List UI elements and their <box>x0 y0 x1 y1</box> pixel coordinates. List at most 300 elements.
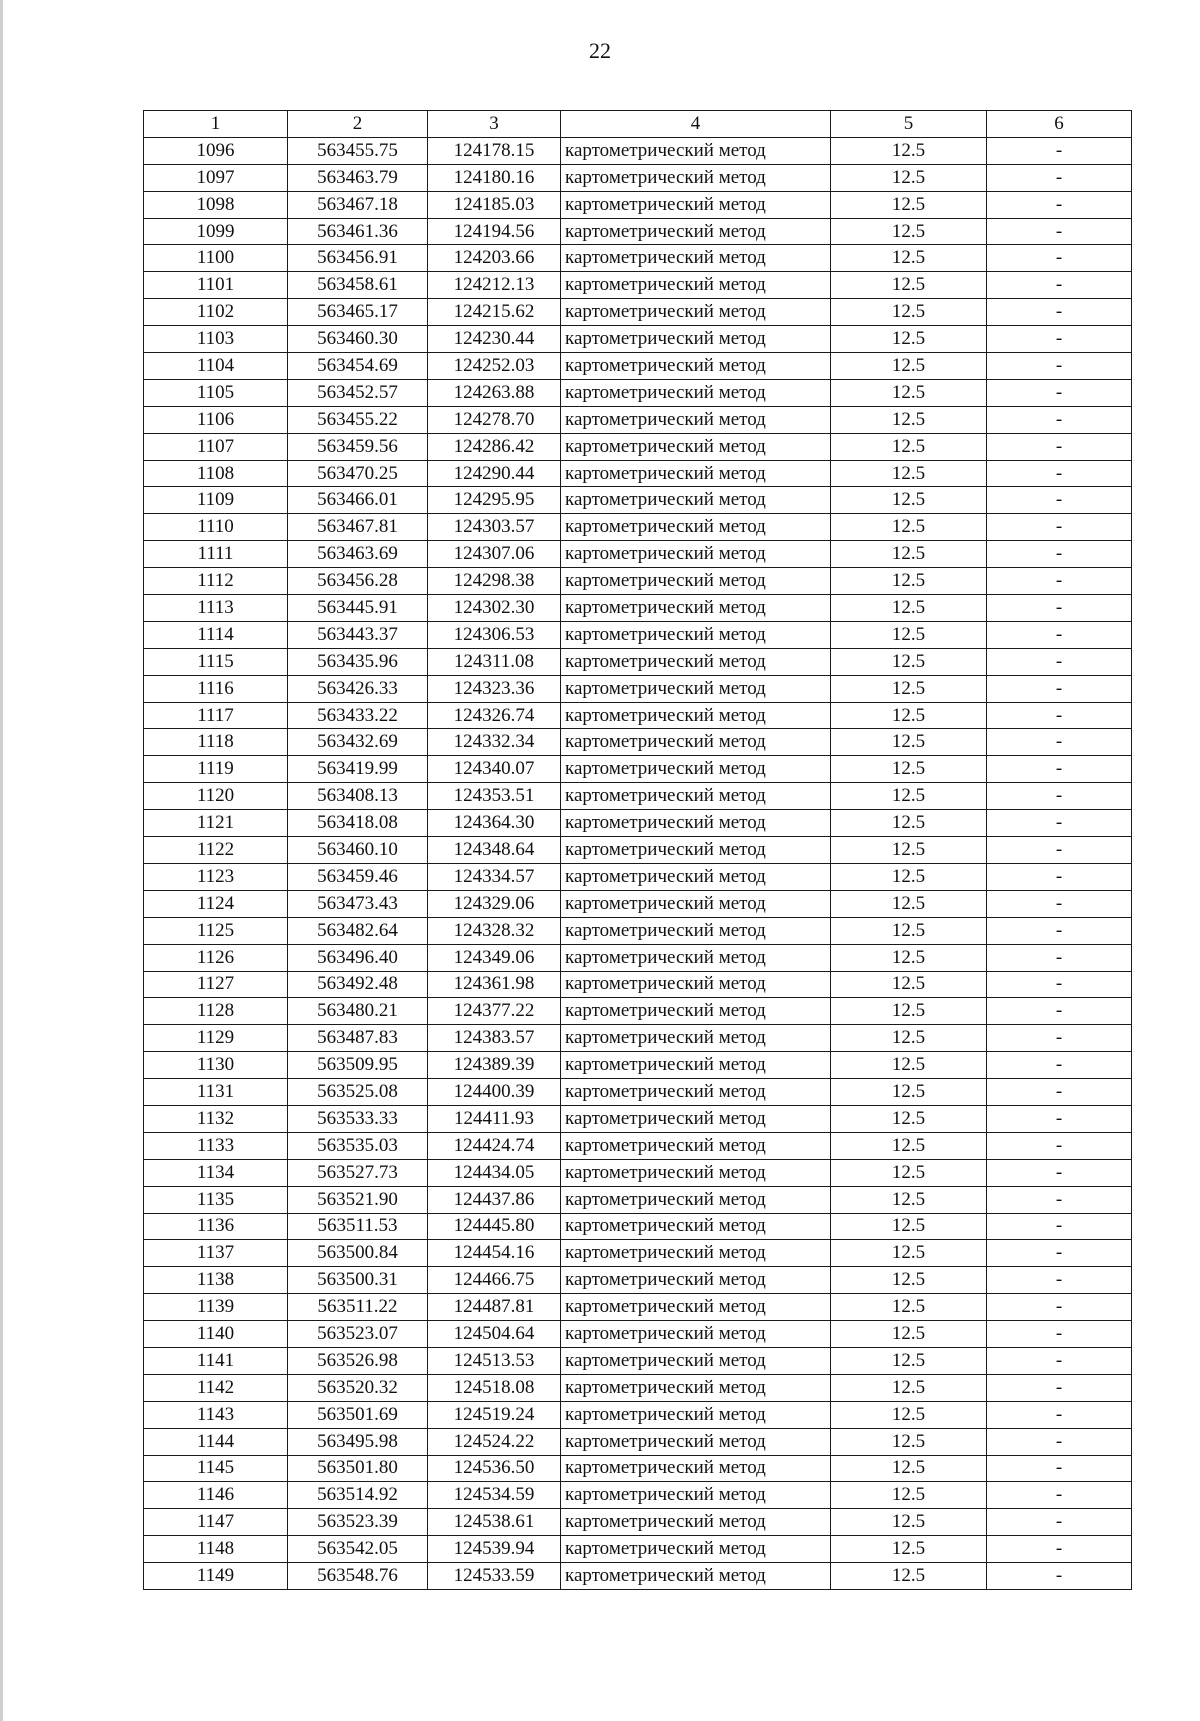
method-cell: картометрический метод <box>561 756 831 783</box>
table-row <box>144 1321 1132 1348</box>
point-number-cell: 1125 <box>144 917 288 944</box>
note-cell: - <box>987 1455 1132 1482</box>
accuracy-cell: 12.5 <box>831 917 987 944</box>
table-row <box>144 1428 1132 1455</box>
note-cell: - <box>987 379 1132 406</box>
table-row <box>144 137 1132 164</box>
y-coordinate-cell: 124434.05 <box>428 1159 561 1186</box>
table-row <box>144 863 1132 890</box>
x-coordinate-cell: 563526.98 <box>288 1347 428 1374</box>
table-row <box>144 245 1132 272</box>
table-row <box>144 487 1132 514</box>
point-number-cell: 1143 <box>144 1401 288 1428</box>
accuracy-cell: 12.5 <box>831 1240 987 1267</box>
point-number-cell: 1102 <box>144 299 288 326</box>
table-row <box>144 191 1132 218</box>
x-coordinate-cell: 563523.39 <box>288 1509 428 1536</box>
accuracy-cell: 12.5 <box>831 568 987 595</box>
method-cell: картометрический метод <box>561 1455 831 1482</box>
y-coordinate-cell: 124278.70 <box>428 406 561 433</box>
x-coordinate-cell: 563548.76 <box>288 1563 428 1590</box>
point-number-cell: 1099 <box>144 218 288 245</box>
note-cell: - <box>987 1267 1132 1294</box>
page-number: 22 <box>589 38 611 63</box>
y-coordinate-cell: 124424.74 <box>428 1132 561 1159</box>
y-coordinate-cell: 124329.06 <box>428 890 561 917</box>
point-number-cell: 1107 <box>144 433 288 460</box>
table-row <box>144 729 1132 756</box>
accuracy-cell: 12.5 <box>831 1482 987 1509</box>
note-cell: - <box>987 460 1132 487</box>
accuracy-cell: 12.5 <box>831 1563 987 1590</box>
table-row <box>144 890 1132 917</box>
x-coordinate-cell: 563520.32 <box>288 1374 428 1401</box>
x-coordinate-cell: 563465.17 <box>288 299 428 326</box>
point-number-cell: 1116 <box>144 675 288 702</box>
y-coordinate-cell: 124286.42 <box>428 433 561 460</box>
table-row <box>144 1267 1132 1294</box>
point-number-cell: 1104 <box>144 353 288 380</box>
note-cell: - <box>987 863 1132 890</box>
x-coordinate-cell: 563432.69 <box>288 729 428 756</box>
y-coordinate-cell: 124263.88 <box>428 379 561 406</box>
note-cell: - <box>987 1347 1132 1374</box>
y-coordinate-cell: 124334.57 <box>428 863 561 890</box>
y-coordinate-cell: 124306.53 <box>428 621 561 648</box>
point-number-cell: 1145 <box>144 1455 288 1482</box>
note-cell: - <box>987 756 1132 783</box>
accuracy-cell: 12.5 <box>831 245 987 272</box>
method-cell: картометрический метод <box>561 1213 831 1240</box>
note-cell: - <box>987 1294 1132 1321</box>
point-number-cell: 1103 <box>144 326 288 353</box>
table-row <box>144 326 1132 353</box>
note-cell: - <box>987 837 1132 864</box>
note-cell: - <box>987 514 1132 541</box>
table-row <box>144 1455 1132 1482</box>
y-coordinate-cell: 124519.24 <box>428 1401 561 1428</box>
method-cell: картометрический метод <box>561 1079 831 1106</box>
table-row <box>144 272 1132 299</box>
table-row <box>144 998 1132 1025</box>
note-cell: - <box>987 783 1132 810</box>
x-coordinate-cell: 563500.84 <box>288 1240 428 1267</box>
accuracy-cell: 12.5 <box>831 541 987 568</box>
column-header-5: 5 <box>831 111 987 138</box>
scan-edge <box>0 0 3 1721</box>
accuracy-cell: 12.5 <box>831 1401 987 1428</box>
note-cell: - <box>987 326 1132 353</box>
note-cell: - <box>987 1132 1132 1159</box>
x-coordinate-cell: 563408.13 <box>288 783 428 810</box>
accuracy-cell: 12.5 <box>831 783 987 810</box>
method-cell: картометрический метод <box>561 326 831 353</box>
point-number-cell: 1100 <box>144 245 288 272</box>
method-cell: картометрический метод <box>561 272 831 299</box>
point-number-cell: 1112 <box>144 568 288 595</box>
point-number-cell: 1123 <box>144 863 288 890</box>
method-cell: картометрический метод <box>561 433 831 460</box>
x-coordinate-cell: 563455.75 <box>288 137 428 164</box>
note-cell: - <box>987 648 1132 675</box>
accuracy-cell: 12.5 <box>831 514 987 541</box>
x-coordinate-cell: 563473.43 <box>288 890 428 917</box>
accuracy-cell: 12.5 <box>831 729 987 756</box>
column-header-4: 4 <box>561 111 831 138</box>
x-coordinate-cell: 563461.36 <box>288 218 428 245</box>
note-cell: - <box>987 1159 1132 1186</box>
accuracy-cell: 12.5 <box>831 326 987 353</box>
note-cell: - <box>987 810 1132 837</box>
note-cell: - <box>987 191 1132 218</box>
x-coordinate-cell: 563500.31 <box>288 1267 428 1294</box>
x-coordinate-cell: 563452.57 <box>288 379 428 406</box>
y-coordinate-cell: 124323.36 <box>428 675 561 702</box>
table-row <box>144 971 1132 998</box>
y-coordinate-cell: 124194.56 <box>428 218 561 245</box>
y-coordinate-cell: 124518.08 <box>428 1374 561 1401</box>
x-coordinate-cell: 563459.46 <box>288 863 428 890</box>
note-cell: - <box>987 1025 1132 1052</box>
accuracy-cell: 12.5 <box>831 299 987 326</box>
point-number-cell: 1141 <box>144 1347 288 1374</box>
accuracy-cell: 12.5 <box>831 1159 987 1186</box>
accuracy-cell: 12.5 <box>831 1267 987 1294</box>
x-coordinate-cell: 563443.37 <box>288 621 428 648</box>
note-cell: - <box>987 702 1132 729</box>
x-coordinate-cell: 563501.80 <box>288 1455 428 1482</box>
y-coordinate-cell: 124307.06 <box>428 541 561 568</box>
point-number-cell: 1127 <box>144 971 288 998</box>
y-coordinate-cell: 124533.59 <box>428 1563 561 1590</box>
x-coordinate-cell: 563521.90 <box>288 1186 428 1213</box>
point-number-cell: 1109 <box>144 487 288 514</box>
accuracy-cell: 12.5 <box>831 1079 987 1106</box>
accuracy-cell: 12.5 <box>831 353 987 380</box>
table-row <box>144 675 1132 702</box>
accuracy-cell: 12.5 <box>831 810 987 837</box>
method-cell: картометрический метод <box>561 487 831 514</box>
y-coordinate-cell: 124445.80 <box>428 1213 561 1240</box>
accuracy-cell: 12.5 <box>831 1132 987 1159</box>
accuracy-cell: 12.5 <box>831 218 987 245</box>
x-coordinate-cell: 563467.81 <box>288 514 428 541</box>
note-cell: - <box>987 164 1132 191</box>
x-coordinate-cell: 563466.01 <box>288 487 428 514</box>
note-cell: - <box>987 433 1132 460</box>
accuracy-cell: 12.5 <box>831 272 987 299</box>
accuracy-cell: 12.5 <box>831 1374 987 1401</box>
y-coordinate-cell: 124454.16 <box>428 1240 561 1267</box>
accuracy-cell: 12.5 <box>831 406 987 433</box>
note-cell: - <box>987 299 1132 326</box>
point-number-cell: 1105 <box>144 379 288 406</box>
point-number-cell: 1101 <box>144 272 288 299</box>
x-coordinate-cell: 563419.99 <box>288 756 428 783</box>
y-coordinate-cell: 124400.39 <box>428 1079 561 1106</box>
method-cell: картометрический метод <box>561 406 831 433</box>
x-coordinate-cell: 563445.91 <box>288 595 428 622</box>
note-cell: - <box>987 218 1132 245</box>
y-coordinate-cell: 124180.16 <box>428 164 561 191</box>
point-number-cell: 1137 <box>144 1240 288 1267</box>
point-number-cell: 1106 <box>144 406 288 433</box>
x-coordinate-cell: 563511.22 <box>288 1294 428 1321</box>
table-row <box>144 1347 1132 1374</box>
point-number-cell: 1124 <box>144 890 288 917</box>
table-row <box>144 621 1132 648</box>
x-coordinate-cell: 563435.96 <box>288 648 428 675</box>
y-coordinate-cell: 124332.34 <box>428 729 561 756</box>
column-header-1: 1 <box>144 111 288 138</box>
table-row <box>144 944 1132 971</box>
accuracy-cell: 12.5 <box>831 756 987 783</box>
point-number-cell: 1098 <box>144 191 288 218</box>
note-cell: - <box>987 1428 1132 1455</box>
method-cell: картометрический метод <box>561 863 831 890</box>
method-cell: картометрический метод <box>561 1347 831 1374</box>
table-row <box>144 1186 1132 1213</box>
x-coordinate-cell: 563495.98 <box>288 1428 428 1455</box>
x-coordinate-cell: 563458.61 <box>288 272 428 299</box>
point-number-cell: 1135 <box>144 1186 288 1213</box>
method-cell: картометрический метод <box>561 1374 831 1401</box>
y-coordinate-cell: 124383.57 <box>428 1025 561 1052</box>
table-row <box>144 1536 1132 1563</box>
point-number-cell: 1130 <box>144 1052 288 1079</box>
table-row <box>144 1079 1132 1106</box>
method-cell: картометрический метод <box>561 164 831 191</box>
table-row <box>144 1105 1132 1132</box>
table-row <box>144 568 1132 595</box>
y-coordinate-cell: 124298.38 <box>428 568 561 595</box>
x-coordinate-cell: 563482.64 <box>288 917 428 944</box>
method-cell: картометрический метод <box>561 595 831 622</box>
method-cell: картометрический метод <box>561 675 831 702</box>
table-row <box>144 756 1132 783</box>
x-coordinate-cell: 563523.07 <box>288 1321 428 1348</box>
note-cell: - <box>987 245 1132 272</box>
table-row <box>144 1240 1132 1267</box>
method-cell: картометрический метод <box>561 1159 831 1186</box>
table-row <box>144 514 1132 541</box>
y-coordinate-cell: 124504.64 <box>428 1321 561 1348</box>
column-header-3: 3 <box>428 111 561 138</box>
x-coordinate-cell: 563514.92 <box>288 1482 428 1509</box>
accuracy-cell: 12.5 <box>831 1105 987 1132</box>
point-number-cell: 1147 <box>144 1509 288 1536</box>
y-coordinate-cell: 124411.93 <box>428 1105 561 1132</box>
note-cell: - <box>987 1374 1132 1401</box>
point-number-cell: 1126 <box>144 944 288 971</box>
y-coordinate-cell: 124364.30 <box>428 810 561 837</box>
method-cell: картометрический метод <box>561 729 831 756</box>
table-row <box>144 433 1132 460</box>
y-coordinate-cell: 124361.98 <box>428 971 561 998</box>
accuracy-cell: 12.5 <box>831 487 987 514</box>
table-row <box>144 783 1132 810</box>
point-number-cell: 1133 <box>144 1132 288 1159</box>
method-cell: картометрический метод <box>561 1186 831 1213</box>
method-cell: картометрический метод <box>561 379 831 406</box>
y-coordinate-cell: 124302.30 <box>428 595 561 622</box>
accuracy-cell: 12.5 <box>831 702 987 729</box>
table-row <box>144 1159 1132 1186</box>
note-cell: - <box>987 272 1132 299</box>
method-cell: картометрический метод <box>561 648 831 675</box>
table-row <box>144 1482 1132 1509</box>
y-coordinate-cell: 124203.66 <box>428 245 561 272</box>
y-coordinate-cell: 124538.61 <box>428 1509 561 1536</box>
note-cell: - <box>987 1401 1132 1428</box>
note-cell: - <box>987 971 1132 998</box>
method-cell: картометрический метод <box>561 1321 831 1348</box>
note-cell: - <box>987 1321 1132 1348</box>
method-cell: картометрический метод <box>561 917 831 944</box>
note-cell: - <box>987 353 1132 380</box>
method-cell: картометрический метод <box>561 1294 831 1321</box>
x-coordinate-cell: 563460.30 <box>288 326 428 353</box>
x-coordinate-cell: 563459.56 <box>288 433 428 460</box>
method-cell: картометрический метод <box>561 1240 831 1267</box>
method-cell: картометрический метод <box>561 998 831 1025</box>
y-coordinate-cell: 124513.53 <box>428 1347 561 1374</box>
method-cell: картометрический метод <box>561 971 831 998</box>
y-coordinate-cell: 124536.50 <box>428 1455 561 1482</box>
point-number-cell: 1121 <box>144 810 288 837</box>
table-row <box>144 810 1132 837</box>
y-coordinate-cell: 124212.13 <box>428 272 561 299</box>
point-number-cell: 1128 <box>144 998 288 1025</box>
point-number-cell: 1134 <box>144 1159 288 1186</box>
y-coordinate-cell: 124252.03 <box>428 353 561 380</box>
method-cell: картометрический метод <box>561 1052 831 1079</box>
x-coordinate-cell: 563527.73 <box>288 1159 428 1186</box>
point-number-cell: 1108 <box>144 460 288 487</box>
x-coordinate-cell: 563496.40 <box>288 944 428 971</box>
y-coordinate-cell: 124328.32 <box>428 917 561 944</box>
table-row <box>144 379 1132 406</box>
table-row <box>144 218 1132 245</box>
point-number-cell: 1129 <box>144 1025 288 1052</box>
accuracy-cell: 12.5 <box>831 944 987 971</box>
accuracy-cell: 12.5 <box>831 971 987 998</box>
point-number-cell: 1149 <box>144 1563 288 1590</box>
x-coordinate-cell: 563501.69 <box>288 1401 428 1428</box>
y-coordinate-cell: 124230.44 <box>428 326 561 353</box>
accuracy-cell: 12.5 <box>831 1347 987 1374</box>
table-row <box>144 702 1132 729</box>
point-number-cell: 1136 <box>144 1213 288 1240</box>
method-cell: картометрический метод <box>561 218 831 245</box>
accuracy-cell: 12.5 <box>831 1536 987 1563</box>
note-cell: - <box>987 1186 1132 1213</box>
method-cell: картометрический метод <box>561 810 831 837</box>
table-row <box>144 648 1132 675</box>
method-cell: картометрический метод <box>561 702 831 729</box>
method-cell: картометрический метод <box>561 1509 831 1536</box>
note-cell: - <box>987 944 1132 971</box>
y-coordinate-cell: 124389.39 <box>428 1052 561 1079</box>
accuracy-cell: 12.5 <box>831 137 987 164</box>
point-number-cell: 1142 <box>144 1374 288 1401</box>
point-number-cell: 1146 <box>144 1482 288 1509</box>
accuracy-cell: 12.5 <box>831 595 987 622</box>
x-coordinate-cell: 563480.21 <box>288 998 428 1025</box>
note-cell: - <box>987 595 1132 622</box>
x-coordinate-cell: 563467.18 <box>288 191 428 218</box>
method-cell: картометрический метод <box>561 137 831 164</box>
method-cell: картометрический метод <box>561 1563 831 1590</box>
point-number-cell: 1118 <box>144 729 288 756</box>
y-coordinate-cell: 124340.07 <box>428 756 561 783</box>
accuracy-cell: 12.5 <box>831 1213 987 1240</box>
method-cell: картометрический метод <box>561 514 831 541</box>
accuracy-cell: 12.5 <box>831 998 987 1025</box>
method-cell: картометрический метод <box>561 890 831 917</box>
table-row <box>144 837 1132 864</box>
accuracy-cell: 12.5 <box>831 648 987 675</box>
table-body <box>144 137 1132 1589</box>
x-coordinate-cell: 563455.22 <box>288 406 428 433</box>
note-cell: - <box>987 1563 1132 1590</box>
table-row <box>144 1374 1132 1401</box>
column-header-6: 6 <box>987 111 1132 138</box>
note-cell: - <box>987 487 1132 514</box>
method-cell: картометрический метод <box>561 299 831 326</box>
method-cell: картометрический метод <box>561 783 831 810</box>
y-coordinate-cell: 124290.44 <box>428 460 561 487</box>
method-cell: картометрический метод <box>561 568 831 595</box>
y-coordinate-cell: 124377.22 <box>428 998 561 1025</box>
accuracy-cell: 12.5 <box>831 890 987 917</box>
x-coordinate-cell: 563426.33 <box>288 675 428 702</box>
coordinates-table <box>143 110 1132 1590</box>
y-coordinate-cell: 124215.62 <box>428 299 561 326</box>
table-row <box>144 917 1132 944</box>
accuracy-cell: 12.5 <box>831 433 987 460</box>
x-coordinate-cell: 563463.79 <box>288 164 428 191</box>
x-coordinate-cell: 563533.33 <box>288 1105 428 1132</box>
x-coordinate-cell: 563509.95 <box>288 1052 428 1079</box>
method-cell: картометрический метод <box>561 1482 831 1509</box>
method-cell: картометрический метод <box>561 1025 831 1052</box>
method-cell: картометрический метод <box>561 541 831 568</box>
column-header-2: 2 <box>288 111 428 138</box>
method-cell: картометрический метод <box>561 1401 831 1428</box>
table-row <box>144 460 1132 487</box>
table-row <box>144 353 1132 380</box>
note-cell: - <box>987 1213 1132 1240</box>
point-number-cell: 1117 <box>144 702 288 729</box>
note-cell: - <box>987 729 1132 756</box>
method-cell: картометрический метод <box>561 191 831 218</box>
accuracy-cell: 12.5 <box>831 460 987 487</box>
note-cell: - <box>987 1079 1132 1106</box>
table-row <box>144 1563 1132 1590</box>
method-cell: картометрический метод <box>561 353 831 380</box>
note-cell: - <box>987 1052 1132 1079</box>
point-number-cell: 1110 <box>144 514 288 541</box>
point-number-cell: 1132 <box>144 1105 288 1132</box>
table-header-row <box>144 111 1132 138</box>
note-cell: - <box>987 917 1132 944</box>
note-cell: - <box>987 406 1132 433</box>
note-cell: - <box>987 675 1132 702</box>
y-coordinate-cell: 124539.94 <box>428 1536 561 1563</box>
point-number-cell: 1148 <box>144 1536 288 1563</box>
x-coordinate-cell: 563460.10 <box>288 837 428 864</box>
